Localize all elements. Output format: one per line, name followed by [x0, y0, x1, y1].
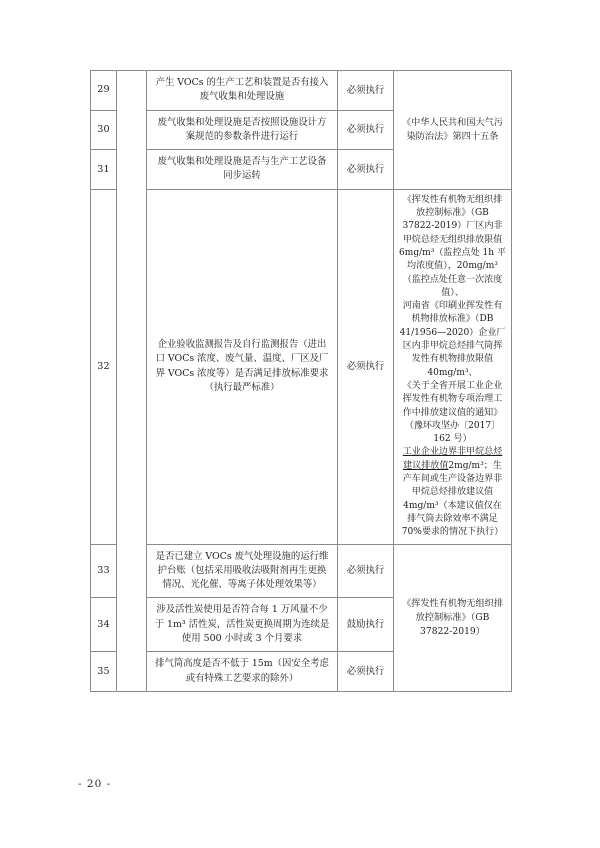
execution-level-34: 鼓励执行: [338, 598, 394, 652]
legal-basis-32: [394, 189, 512, 544]
row-number-34: 34: [91, 598, 117, 652]
page-number: - 20 -: [78, 778, 112, 790]
category-cell-merged: [117, 71, 147, 692]
legal-basis-29-31: 《中华人民共和国大气污染防治法》第四十五条: [394, 71, 512, 190]
row-number-33: 33: [91, 544, 117, 598]
checklist-item-32: 企业验收监测报告及自行监测报告（进出口 VOCs 浓度、废气量、温度、厂区及厂界 VOCs 浓度等）是否满足排放标准要求（执行最严标准）: [147, 189, 338, 544]
legal-basis-33-35: 《挥发性有机物无组织排放控制标准》（GB 37822-2019）: [394, 544, 512, 691]
row-number-29: 29: [91, 71, 117, 111]
execution-level-30: 必须执行: [338, 110, 394, 150]
execution-level-33: 必须执行: [338, 544, 394, 598]
checklist-item-30: 废气收集和处理设施是否按照设施设计方案规范的参数条件进行运行: [147, 110, 338, 150]
row-number-31: 31: [91, 150, 117, 190]
row-number-30: 30: [91, 110, 117, 150]
checklist-item-29: 产生 VOCs 的生产工艺和装置是否有接入废气收集和处理设施: [147, 71, 338, 111]
checklist-item-34: 涉及活性炭使用是否符合每 1 万风量不少于 1m³ 活性炭，活性炭更换周期为连续是使用 500 小时或 3 个月要求: [147, 598, 338, 652]
execution-level-29: 必须执行: [338, 71, 394, 111]
row-number-35: 35: [91, 652, 117, 692]
execution-level-32: 必须执行: [338, 189, 394, 544]
legal-basis-32-part1: 《挥发性有机物无组织排放控制标准》（GB 37822-2019）厂区内非甲烷总烃无组织排放限值 6mg/m³（监控点处 1h 平均浓度值），20mg/m³（监控点处任意一次浓度值）、: [399, 194, 506, 298]
legal-basis-32-underlined: 工业企业边界非甲烷总烃建议排放值: [402, 447, 503, 471]
table-row: [91, 544, 512, 598]
execution-level-31: 必须执行: [338, 150, 394, 190]
legal-basis-32-part4: 2mg/m³；生产车间或生产设备边界非甲烷总烃排放建议值 4mg/m³（本建议值仅在排气筒去除效率不满足 70%要求的情况下执行）: [401, 460, 504, 538]
table-row: [91, 71, 512, 111]
legal-basis-32-part3: 《关于全省开展工业企业挥发性有机物专项治理工作中排放建议值的通知》（豫环攻坚办〔2017〕162 号）: [402, 380, 503, 445]
row-number-32: 32: [91, 189, 117, 544]
execution-level-35: 必须执行: [338, 652, 394, 692]
compliance-checklist-table: [90, 70, 512, 692]
legal-basis-32-part2: 河南省《印刷业挥发性有机物排放标准》（DB 41/1956—2020）企业厂区内非甲烷总烃排气筒挥发性有机物排放限值 40mg/m³、: [399, 301, 506, 378]
table-row: [91, 189, 512, 544]
checklist-item-35: 排气筒高度是否不低于 15m（因安全考虑或有特殊工艺要求的除外）: [147, 652, 338, 692]
checklist-item-33: 是否已建立 VOCs 废气处理设施的运行维护台账（包括采用吸收法吸附剂再生更换情况、光化催、等离子体处理效果等）: [147, 544, 338, 598]
checklist-item-31: 废气收集和处理设施是否与生产工艺设备同步运转: [147, 150, 338, 190]
